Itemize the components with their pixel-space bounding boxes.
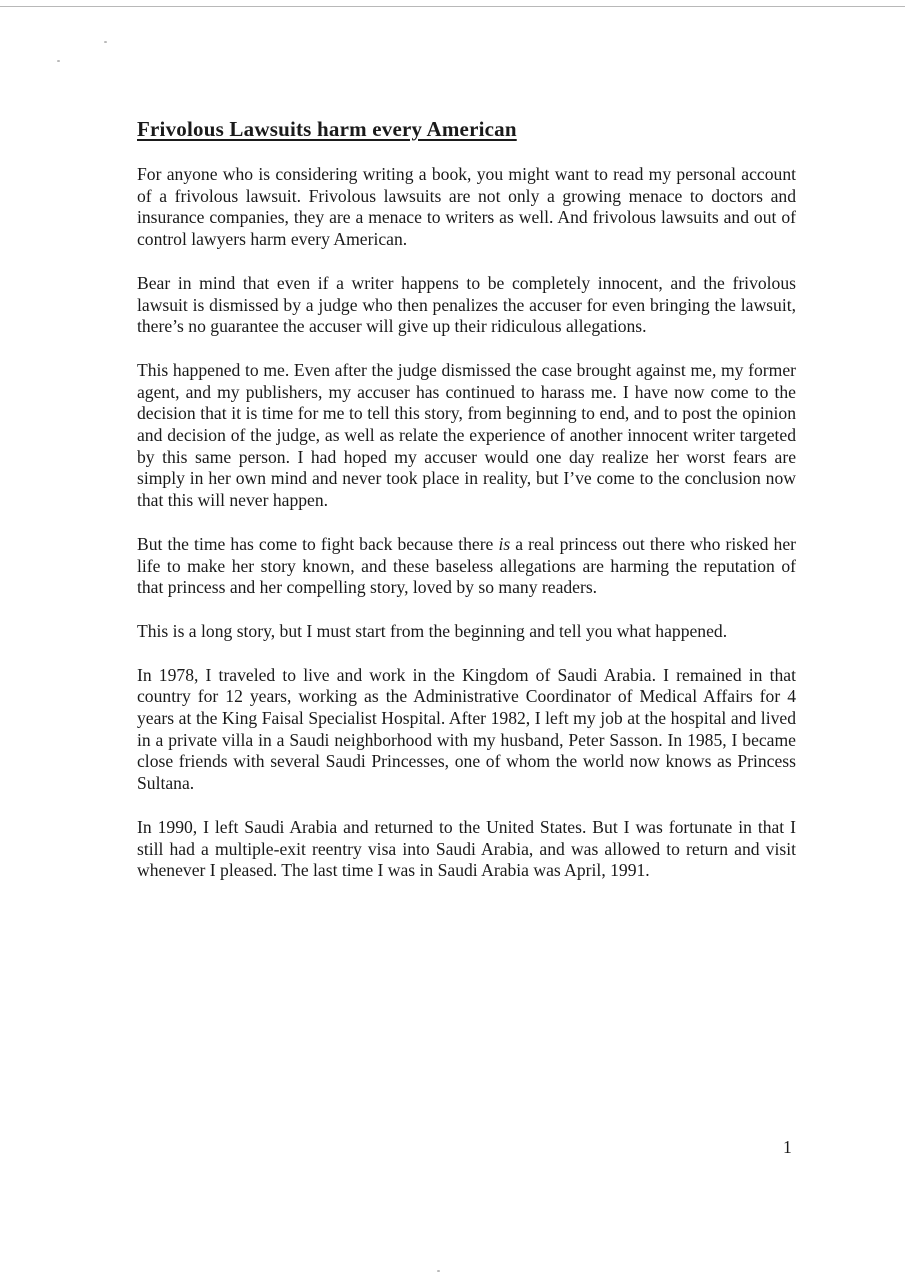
scan-edge-line <box>0 6 905 7</box>
scan-speck <box>437 1270 440 1272</box>
paragraph-text: For anyone who is considering writing a book, you might want to read my personal account of a frivolous lawsuit. Frivolous lawsuits are not only a growing menace to doctors and insurance companies, they are a menace to writers as well. And frivolous lawsuits and out of control lawyers harm every American. <box>137 164 796 250</box>
paragraph-5 <box>137 621 796 643</box>
paragraph-text: But the time has come to fight back because there <box>137 533 499 554</box>
document-body <box>137 112 796 904</box>
paragraph-4 <box>137 534 796 599</box>
paragraph-text: a real princess out there who risked her life to make her story known, and these baseless allegations are harming the reputation of that princess and her compelling story, loved by so many readers. <box>137 533 797 598</box>
paragraph-text: This is a long story, but I must start from the beginning and tell you what happened. <box>137 620 728 641</box>
paragraph-6 <box>137 665 796 795</box>
paragraph-text: In 1990, I left Saudi Arabia and returned to the United States. But I was fortunate in that I still had a multiple-exit reentry visa into Saudi Arabia, and was allowed to return and visit whenever I pleased. The last time I was in Saudi Arabia was April, 1991. <box>137 816 796 881</box>
paragraph-7 <box>137 817 796 882</box>
scan-speck <box>57 60 60 62</box>
paragraph-text: In 1978, I traveled to live and work in the Kingdom of Saudi Arabia. I remained in that country for 12 years, working as the Administrative Coordinator of Medical Affairs for 4 years at the King Faisal Specialist Hospital. After 1982, I left my job at the hospital and lived in a private villa in a Saudi neighborhood with my husband, Peter Sasson. In 1985, I became close friends with several Saudi Princesses, one of whom the world now knows as Princess Sultana. <box>137 664 796 794</box>
document-title: Frivolous Lawsuits harm every American <box>137 117 517 141</box>
paragraph-3 <box>137 360 796 512</box>
emphasized-word: is <box>498 533 511 554</box>
paragraph-1 <box>137 164 796 251</box>
paragraph-2 <box>137 273 796 338</box>
paragraph-text: This happened to me. Even after the judge dismissed the case brought against me, my former agent, and my publishers, my accuser has continued to harass me. I have now come to the decision that it is time for me to tell this story, from beginning to end, and to post the opinion and decision of the judge, as well as relate the experience of another innocent writer targeted by this same person. I had hoped my accuser would one day realize her worst fears are simply in her own mind and never took place in reality, but I’ve come to the conclusion now that this will never happen. <box>137 359 796 511</box>
paragraph-text: Bear in mind that even if a writer happens to be completely innocent, and the frivolous lawsuit is dismissed by a judge who then penalizes the accuser for even bringing the lawsuit, there’s no guarantee the accuser will give up their ridiculous allegations. <box>137 272 796 337</box>
scan-speck <box>104 41 107 43</box>
page-number: 1 <box>783 1137 792 1157</box>
